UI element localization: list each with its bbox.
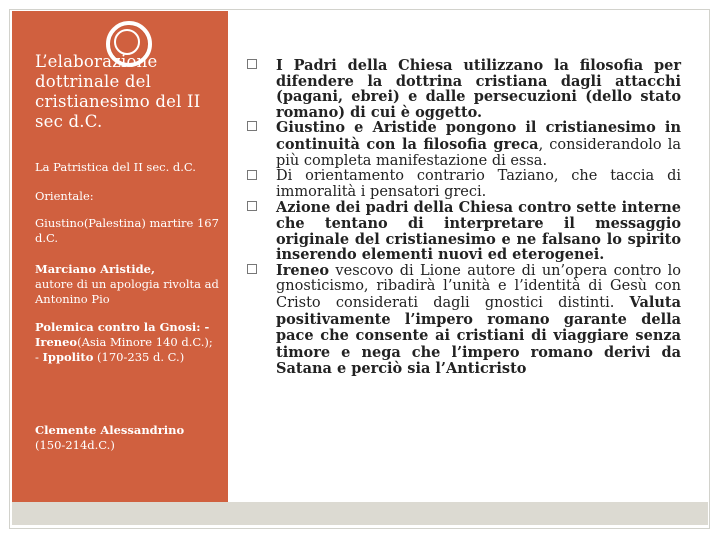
bullet-box-icon bbox=[247, 201, 257, 211]
bullet-box-icon bbox=[247, 121, 257, 131]
bullet-box-icon bbox=[247, 264, 257, 274]
bullet-box-icon bbox=[247, 59, 257, 69]
bullet-text-5: vescovo di Lione autore di un’opera contro lo gnosticismo, ribadirà l’unità e l’identità di Gesù con Cristo considerati dagli gnostici distinti. bbox=[276, 262, 681, 311]
bullet-item-2 bbox=[247, 120, 681, 169]
sidebar-clemente bbox=[35, 423, 220, 453]
bullet-text-3: Di orientamento contrario Taziano, che taccia di immoralità i pensatori greci. bbox=[276, 168, 681, 200]
marciano-title: Marciano Aristide, bbox=[35, 262, 155, 276]
bullet-item-3 bbox=[247, 169, 681, 200]
polemica-details: (Asia Minore 140 d.C.); - bbox=[35, 335, 213, 364]
bottom-band bbox=[12, 502, 708, 525]
sidebar-giustino bbox=[35, 216, 220, 246]
marciano-details: autore di un apologia rivolta ad Antonino Pio bbox=[35, 277, 219, 306]
bullet-text-4: Azione dei padri della Chiesa contro sette interne che tentano di interpretare il messaggio originale del cristianesimo e ne falsano lo spirito inserendo elementi nuovi ed eterogenei. bbox=[276, 199, 681, 264]
polemica-title: Polemica contro la Gnosi: -Ireneo bbox=[35, 320, 210, 349]
bullet-text-2: , considerandolo la più completa manifestazione di essa. bbox=[276, 136, 681, 169]
bullet-item-5 bbox=[247, 263, 681, 378]
sidebar-subtitle: La Patristica del II sec. d.C. bbox=[35, 160, 196, 174]
clemente-title: Clemente Alessandrino bbox=[35, 423, 185, 437]
bullet-text-1: I Padri della Chiesa utilizzano la filosofia per difendere la dottrina cristiana dagli attacchi (pagani, ebrei) e dalle persecuzioni (dello stato romano) di cui è oggetto. bbox=[276, 57, 681, 121]
bullet-item-1 bbox=[247, 58, 681, 120]
ippolito-dates: (170-235 d. C.) bbox=[93, 350, 185, 364]
sidebar-polemica bbox=[35, 320, 220, 365]
bullet-text-5-bold2: Valuta positivamente l’impero romano garante della pace che consente ai cristiani di viaggiare senza timore e nega che l’impero romano derivi da Satana e perciò sia l’Anticristo bbox=[276, 293, 681, 378]
ippolito-name: Ippolito bbox=[42, 350, 94, 364]
clemente-dates: (150-214d.C.) bbox=[35, 438, 115, 452]
giustino-name: Giustino bbox=[35, 216, 84, 230]
bullet-item-4 bbox=[247, 200, 681, 262]
bullet-list bbox=[247, 58, 681, 378]
sidebar-marciano bbox=[35, 262, 220, 307]
bullet-box-icon bbox=[247, 170, 257, 180]
giustino-details: (Palestina) martire 167 d.C. bbox=[35, 216, 219, 245]
bullet-text-5-bold: Ireneo bbox=[276, 261, 330, 279]
sidebar-orientale: Orientale: bbox=[35, 189, 94, 203]
bullet-text-2-bold: Giustino e Aristide pongono il cristianesimo in continuità con la filosofia greca bbox=[276, 119, 681, 153]
slide-title: L’elaborazione dottrinale del cristianesimo del II sec d.C. bbox=[35, 52, 201, 131]
